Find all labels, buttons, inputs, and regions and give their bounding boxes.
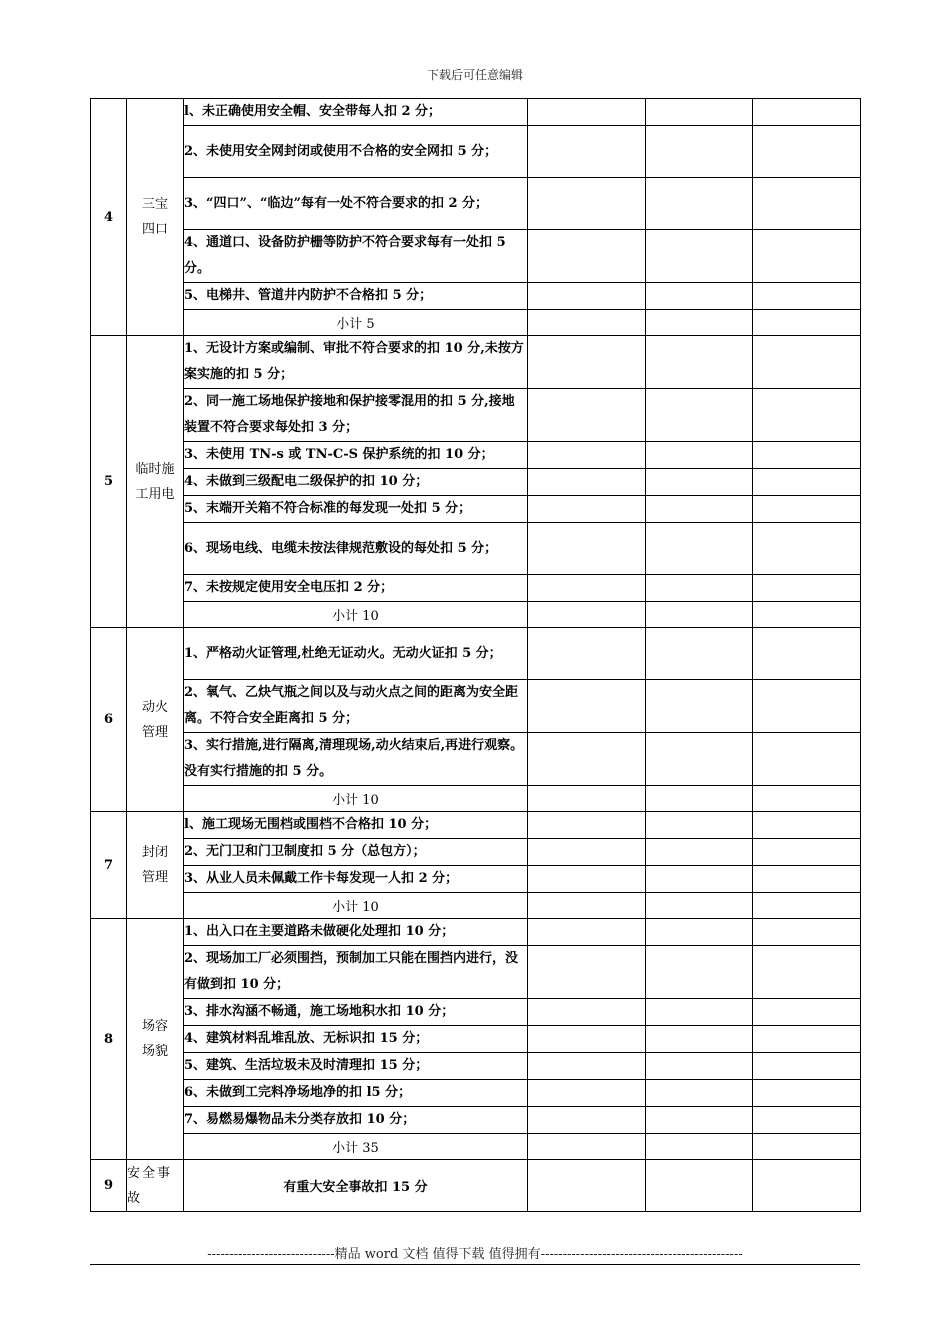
section-number: 6 xyxy=(91,628,127,812)
score-cell xyxy=(528,1053,646,1080)
criterion-text: 3、排水沟涵不畅通，施工场地积水扣 10 分； xyxy=(184,999,528,1026)
subtotal-row xyxy=(91,602,861,628)
criterion-text: 3、从业人员未佩戴工作卡每发现一人扣 2 分； xyxy=(184,866,528,893)
table-row xyxy=(91,230,861,283)
table-row xyxy=(91,839,861,866)
score-cell xyxy=(646,469,753,496)
criterion-text: 5、建筑、生活垃圾未及时清理扣 15 分； xyxy=(184,1053,528,1080)
table-row xyxy=(91,628,861,680)
table-row xyxy=(91,680,861,733)
table-row xyxy=(91,442,861,469)
score-cell xyxy=(753,336,861,389)
score-cell xyxy=(753,602,861,628)
score-cell xyxy=(528,1107,646,1134)
criterion-text: l、施工现场无围档或围档不合格扣 10 分； xyxy=(184,812,528,839)
score-cell xyxy=(646,523,753,575)
score-cell xyxy=(646,389,753,442)
score-cell xyxy=(753,786,861,812)
score-cell xyxy=(528,283,646,310)
score-cell xyxy=(753,126,861,178)
score-cell xyxy=(528,496,646,523)
score-cell xyxy=(646,1080,753,1107)
score-cell xyxy=(753,1053,861,1080)
table-row xyxy=(91,1080,861,1107)
criterion-text: 2、现场加工厂必须围挡，预制加工只能在围挡内进行，没有做到扣 10 分； xyxy=(184,946,528,999)
score-cell xyxy=(646,1160,753,1212)
criterion-text: 2、同一施工场地保护接地和保护接零混用的扣 5 分,接地装置不符合要求每处扣 3 分； xyxy=(184,389,528,442)
page-footer: -----------------------------精品 word 文档 值得下载 值得拥有---------------------------------------------- xyxy=(207,1247,743,1262)
score-cell xyxy=(753,733,861,786)
score-cell xyxy=(753,1134,861,1160)
safety-inspection-table xyxy=(90,98,861,1212)
score-cell xyxy=(753,1160,861,1212)
score-cell xyxy=(646,178,753,230)
score-cell xyxy=(528,919,646,946)
score-cell xyxy=(753,839,861,866)
footer-rule xyxy=(90,1264,860,1265)
table-row xyxy=(91,496,861,523)
score-cell xyxy=(646,602,753,628)
score-cell xyxy=(753,283,861,310)
criterion-text: 1、无设计方案或编制、审批不符合要求的扣 10 分,未按方案实施的扣 5 分； xyxy=(184,336,528,389)
score-cell xyxy=(528,812,646,839)
section-category: 场容 场貌 xyxy=(127,919,184,1160)
section-number: 9 xyxy=(91,1160,127,1212)
score-cell xyxy=(646,336,753,389)
score-cell xyxy=(753,946,861,999)
criterion-text: 7、未按规定使用安全电压扣 2 分； xyxy=(184,575,528,602)
table-row xyxy=(91,946,861,999)
section-number: 4 xyxy=(91,99,127,336)
table-row xyxy=(91,1026,861,1053)
criterion-text: 2、氧气、乙炔气瓶之间以及与动火点之间的距离为安全距离。不符合安全距离扣 5 分； xyxy=(184,680,528,733)
score-cell xyxy=(753,389,861,442)
score-cell xyxy=(753,496,861,523)
subtotal-label: 小计 10 xyxy=(184,893,528,919)
section-category: 三宝 四口 xyxy=(127,99,184,336)
score-cell xyxy=(528,628,646,680)
criterion-text: 5、电梯井、管道井内防护不合格扣 5 分； xyxy=(184,283,528,310)
score-cell xyxy=(753,178,861,230)
section-number: 8 xyxy=(91,919,127,1160)
score-cell xyxy=(528,126,646,178)
score-cell xyxy=(646,866,753,893)
score-cell xyxy=(528,442,646,469)
score-cell xyxy=(646,1134,753,1160)
score-cell xyxy=(646,1026,753,1053)
criterion-text: 4、建筑材料乱堆乱放、无标识扣 15 分； xyxy=(184,1026,528,1053)
score-cell xyxy=(528,893,646,919)
score-cell xyxy=(753,999,861,1026)
score-cell xyxy=(646,283,753,310)
score-cell xyxy=(646,946,753,999)
subtotal-label: 小计 10 xyxy=(184,786,528,812)
table-row xyxy=(91,999,861,1026)
score-cell xyxy=(646,733,753,786)
section-category: 安全事故 xyxy=(127,1160,184,1212)
score-cell xyxy=(753,469,861,496)
criterion-text: 6、未做到工完料净场地净的扣 l5 分； xyxy=(184,1080,528,1107)
score-cell xyxy=(646,999,753,1026)
subtotal-row xyxy=(91,893,861,919)
score-cell xyxy=(753,310,861,336)
score-cell xyxy=(753,575,861,602)
score-cell xyxy=(646,496,753,523)
score-cell xyxy=(753,812,861,839)
score-cell xyxy=(753,680,861,733)
score-cell xyxy=(528,178,646,230)
score-cell xyxy=(528,336,646,389)
score-cell xyxy=(528,1134,646,1160)
subtotal-row xyxy=(91,786,861,812)
section-number: 5 xyxy=(91,336,127,628)
score-cell xyxy=(646,786,753,812)
section-category: 动火 管理 xyxy=(127,628,184,812)
score-cell xyxy=(646,919,753,946)
score-cell xyxy=(753,866,861,893)
table-row xyxy=(91,523,861,575)
score-cell xyxy=(646,893,753,919)
score-cell xyxy=(646,1053,753,1080)
table-row xyxy=(91,336,861,389)
score-cell xyxy=(753,1107,861,1134)
criterion-text: 4、未做到三级配电二级保护的扣 10 分； xyxy=(184,469,528,496)
table-row xyxy=(91,1160,861,1212)
table-row xyxy=(91,919,861,946)
table-row xyxy=(91,126,861,178)
table-row xyxy=(91,866,861,893)
score-cell xyxy=(646,839,753,866)
score-cell xyxy=(528,1080,646,1107)
criterion-text: 6、现场电线、电缆未按法律规范敷设的每处扣 5 分； xyxy=(184,523,528,575)
score-cell xyxy=(753,1026,861,1053)
score-cell xyxy=(646,126,753,178)
score-cell xyxy=(528,310,646,336)
page-header: 下载后可任意编辑 xyxy=(426,68,523,82)
score-cell xyxy=(528,523,646,575)
criterion-text: 3、未使用 TN-s 或 TN-C-S 保护系统的扣 10 分； xyxy=(184,442,528,469)
table-row xyxy=(91,389,861,442)
score-cell xyxy=(646,1107,753,1134)
score-cell xyxy=(528,469,646,496)
score-cell xyxy=(646,628,753,680)
score-cell xyxy=(646,575,753,602)
table-row xyxy=(91,469,861,496)
table-row xyxy=(91,1107,861,1134)
score-cell xyxy=(528,389,646,442)
subtotal-label: 小计 35 xyxy=(184,1134,528,1160)
score-cell xyxy=(646,230,753,283)
table-row xyxy=(91,575,861,602)
score-cell xyxy=(528,1160,646,1212)
table-row xyxy=(91,1053,861,1080)
table-row xyxy=(91,178,861,230)
table-row xyxy=(91,283,861,310)
score-cell xyxy=(528,786,646,812)
table-row xyxy=(91,99,861,126)
criterion-text: l、未正确使用安全帽、安全带每人扣 2 分； xyxy=(184,99,528,126)
score-cell xyxy=(528,733,646,786)
score-cell xyxy=(753,628,861,680)
criterion-text: 2、无门卫和门卫制度扣 5 分（总包方）； xyxy=(184,839,528,866)
score-cell xyxy=(646,310,753,336)
criterion-text: 有重大安全事故扣 15 分 xyxy=(184,1160,528,1212)
criterion-text: 3、“四口”、“临边”每有一处不符合要求的扣 2 分； xyxy=(184,178,528,230)
score-cell xyxy=(646,680,753,733)
score-cell xyxy=(753,919,861,946)
section-category: 封闭 管理 xyxy=(127,812,184,919)
criterion-text: 7、易燃易爆物品未分类存放扣 10 分； xyxy=(184,1107,528,1134)
score-cell xyxy=(528,680,646,733)
score-cell xyxy=(528,999,646,1026)
criterion-text: 1、严格动火证管理,杜绝无证动火。无动火证扣 5 分； xyxy=(184,628,528,680)
table-row xyxy=(91,733,861,786)
criterion-text: 4、通道口、设备防护栅等防护不符合要求每有一处扣 5 分。 xyxy=(184,230,528,283)
score-cell xyxy=(753,230,861,283)
score-cell xyxy=(753,1080,861,1107)
score-cell xyxy=(646,99,753,126)
score-cell xyxy=(753,99,861,126)
criterion-text: 2、未使用安全网封闭或使用不合格的安全网扣 5 分； xyxy=(184,126,528,178)
criterion-text: 3、实行措施,进行隔离,清理现场,动火结束后,再进行观察。没有实行措施的扣 5 分。 xyxy=(184,733,528,786)
score-cell xyxy=(753,893,861,919)
subtotal-row xyxy=(91,310,861,336)
score-cell xyxy=(646,442,753,469)
subtotal-row xyxy=(91,1134,861,1160)
score-cell xyxy=(528,1026,646,1053)
criterion-text: 1、出入口在主要道路未做硬化处理扣 10 分； xyxy=(184,919,528,946)
score-cell xyxy=(753,442,861,469)
score-cell xyxy=(528,839,646,866)
score-cell xyxy=(646,812,753,839)
score-cell xyxy=(753,523,861,575)
table-row xyxy=(91,812,861,839)
score-cell xyxy=(528,230,646,283)
section-category: 临时施 工用电 xyxy=(127,336,184,628)
subtotal-label: 小计 5 xyxy=(184,310,528,336)
score-cell xyxy=(528,946,646,999)
score-cell xyxy=(528,602,646,628)
section-number: 7 xyxy=(91,812,127,919)
criterion-text: 5、末端开关箱不符合标准的每发现一处扣 5 分； xyxy=(184,496,528,523)
score-cell xyxy=(528,575,646,602)
score-cell xyxy=(528,99,646,126)
score-cell xyxy=(528,866,646,893)
subtotal-label: 小计 10 xyxy=(184,602,528,628)
